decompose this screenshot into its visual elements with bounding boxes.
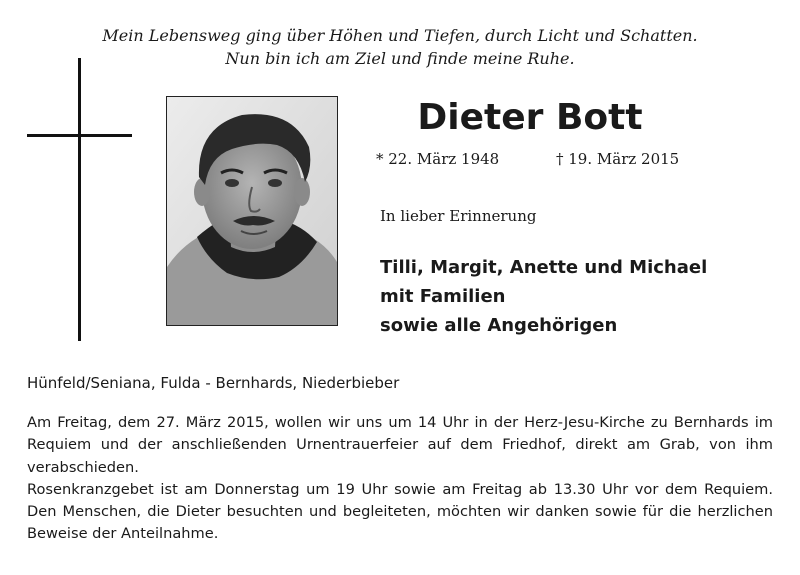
service-paragraph: Am Freitag, dem 27. März 2015, wollen wir uns um 14 Uhr in der Herz-Jesu-Kirche zu Bernhards im Requiem und der anschließenden Urnentrauerfeier auf dem Friedhof, direkt am Grab, von ihm verabschieden.: [27, 414, 773, 476]
locations-line: Hünfeld/Seniana, Fulda - Bernhards, Niederbieber: [27, 374, 400, 392]
motto-quote: [0, 24, 800, 70]
mourners-line: Tilli, Margit, Anette und Michael: [380, 257, 708, 278]
mourners-list: [380, 253, 707, 340]
death-date: † 19. März 2015: [556, 150, 680, 168]
birth-date: * 22. März 1948: [376, 150, 500, 168]
memory-label: In lieber Erinnerung: [380, 207, 537, 225]
mourners-line: mit Familien: [380, 286, 506, 307]
portrait-photo: [166, 96, 338, 326]
cross-icon: [78, 58, 81, 341]
mourners-line: sowie alle Angehörigen: [380, 315, 618, 336]
motto-line-2: Nun bin ich am Ziel und finde meine Ruhe.: [225, 49, 575, 68]
cross-icon-bar: [27, 134, 132, 137]
service-details: [27, 412, 773, 546]
service-paragraph: Rosenkranzgebet ist am Donnerstag um 19 Uhr sowie am Freitag ab 13.30 Uhr vor dem Requiem. Den Menschen, die Dieter besuchten und begleiteten, möchten wir danken sowie für die herzlichen Beweise der Anteilnahme.: [27, 480, 773, 543]
deceased-name: Dieter Bott: [417, 97, 643, 138]
motto-line-1: Mein Lebensweg ging über Höhen und Tiefen, durch Licht und Schatten.: [102, 26, 698, 45]
